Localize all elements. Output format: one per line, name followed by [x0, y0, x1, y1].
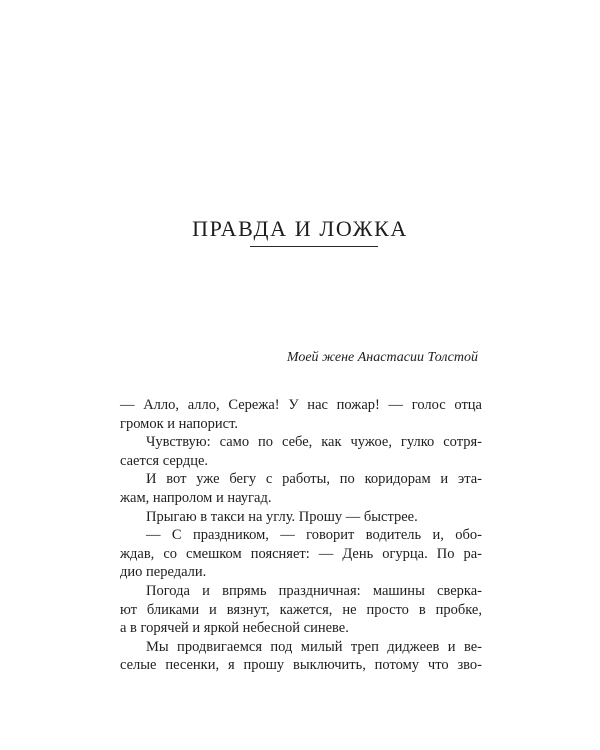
text-line: Мы продвигаемся под милый треп диджеев и ве- — [146, 638, 482, 655]
body-text — [120, 396, 482, 675]
text-line: сается сердце. — [120, 452, 209, 469]
text-line: И вот уже бегу с работы, по коридорам и эта- — [146, 471, 482, 488]
paragraph — [120, 433, 482, 470]
text-line: Чувствую: само по себе, как чужое, гулко сотря- — [146, 434, 482, 451]
text-line: ют бликами и вязнут, кажется, не просто в пробке, — [120, 601, 482, 618]
text-line: Погода и впрямь праздничная: машины сверка- — [146, 582, 482, 599]
paragraph — [120, 396, 482, 433]
text-line: жам, напролом и наугад. — [120, 489, 272, 506]
paragraph — [120, 508, 482, 527]
paragraph — [120, 582, 482, 638]
title-underline — [250, 246, 378, 247]
text-line: — С праздником, — говорит водитель и, обо- — [146, 527, 482, 544]
text-line: — Алло, алло, Сережа! У нас пожар! — голос отца — [120, 397, 482, 413]
text-line: а в горячей и яркой небесной синеве. — [120, 620, 349, 637]
text-line: Прыгаю в такси на углу. Прошу — быстрее. — [146, 508, 418, 525]
paragraph — [120, 470, 482, 507]
chapter-title: ПРАВДА И ЛОЖКА — [192, 216, 408, 241]
text-line: ждав, со смешком поясняет: — День огурца. По ра- — [120, 545, 482, 562]
text-line: дио передали. — [120, 564, 207, 581]
text-line: селые песенки, я прошу выключить, потому что зво- — [120, 657, 482, 674]
paragraph — [120, 638, 482, 675]
paragraph — [120, 526, 482, 582]
text-line: громок и напорист. — [120, 415, 238, 432]
dedication: Моей жене Анастасии Толстой — [286, 350, 478, 365]
